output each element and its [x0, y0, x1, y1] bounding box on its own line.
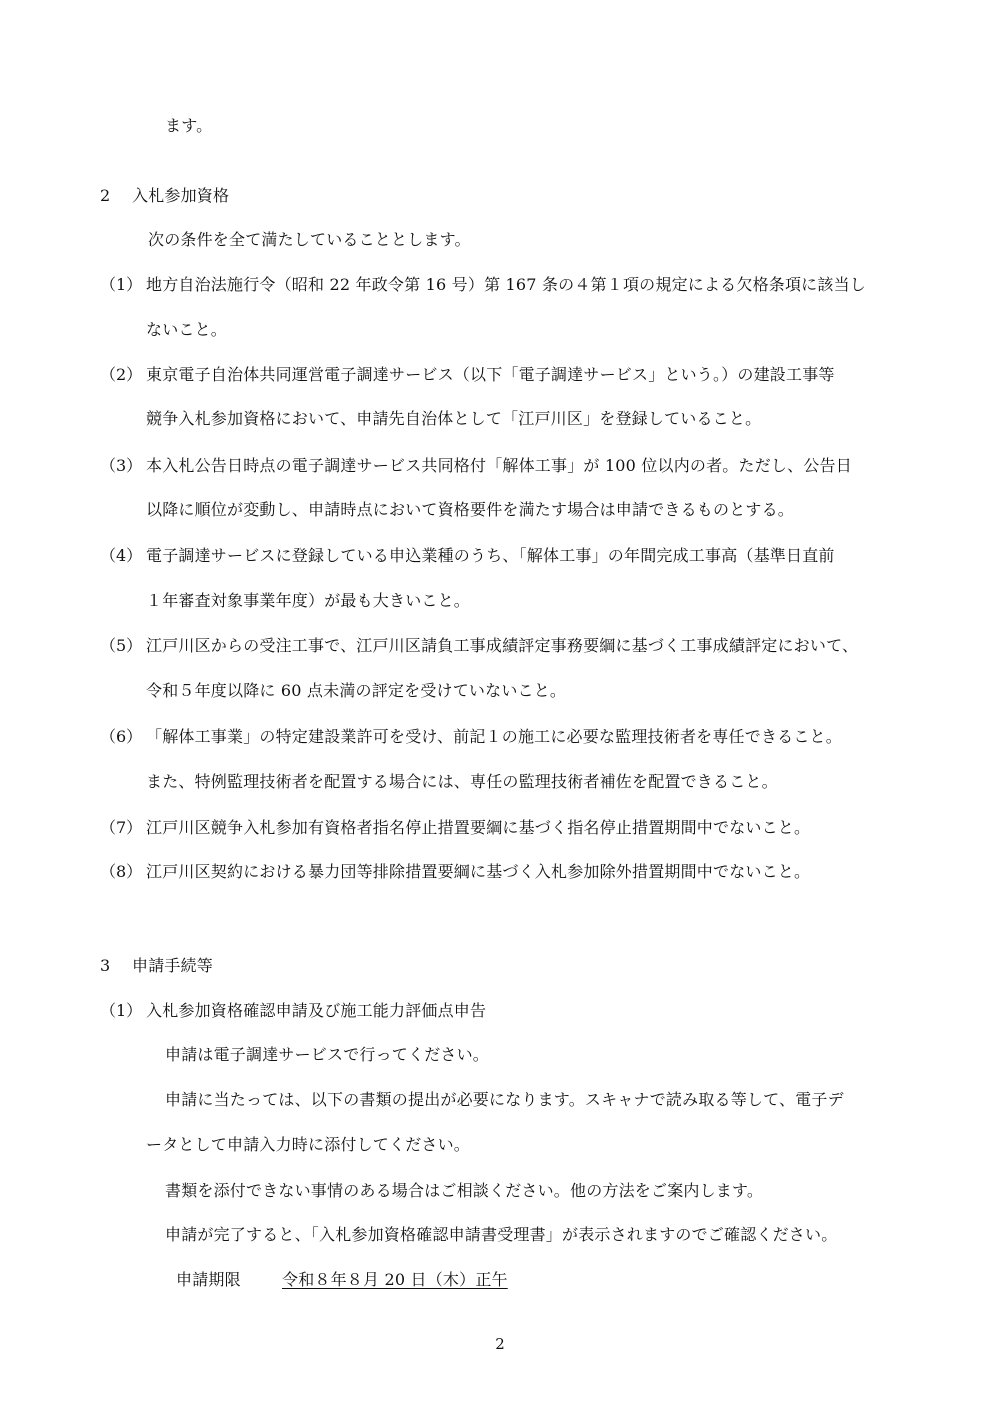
item-marker: （7）: [100, 818, 143, 837]
item-marker: （2）: [100, 365, 143, 384]
intro-continuation: ます。: [165, 116, 213, 135]
item-marker: （6）: [100, 727, 143, 746]
item-marker: （1）: [100, 275, 143, 294]
item-text-line: 東京電子自治体共同運営電子調達サービス（以下「電子調達サービス」という。）の建設工事等: [146, 365, 835, 384]
section-3-title: 申請手続等: [132, 956, 214, 975]
item-text-line: ないこと。: [146, 320, 228, 339]
section-2-number: 2: [100, 186, 111, 205]
paragraph: 書類を添付できない事情のある場合はご相談ください。他の方法をご案内します。: [165, 1181, 764, 1200]
item-marker: （5）: [100, 636, 143, 655]
item-marker: （3）: [100, 456, 143, 475]
item-marker: （8）: [100, 862, 143, 881]
subsection-title: 入札参加資格確認申請及び施工能力評価点申告: [146, 1001, 487, 1020]
paragraph: 申請は電子調達サービスで行ってください。: [165, 1045, 490, 1064]
item-text-line: 江戸川区からの受注工事で、江戸川区請負工事成績評定事務要綱に基づく工事成績評定において、: [146, 636, 859, 655]
paragraph: 申請が完了すると、「入札参加資格確認申請書受理書」が表示されますのでご確認ください。: [165, 1225, 838, 1244]
item-text-line: 本入札公告日時点の電子調達サービス共同格付「解体工事」が 100 位以内の者。ただし、公告日: [146, 456, 852, 475]
subsection-marker: （1）: [100, 1001, 143, 1020]
page-number: 2: [495, 1335, 505, 1353]
item-text-line: １年審査対象事業年度）が最も大きいこと。: [146, 591, 471, 610]
item-text-line: 競争入札参加資格において、申請先自治体として「江戸川区」を登録していること。: [146, 409, 762, 428]
item-text-line: 江戸川区競争入札参加有資格者指名停止措置要綱に基づく指名停止措置期間中でないこと。: [146, 818, 811, 837]
item-text-line: また、特例監理技術者を配置する場合には、専任の監理技術者補佐を配置できること。: [146, 772, 778, 791]
deadline-label: 申請期限: [176, 1270, 241, 1289]
item-text-line: 江戸川区契約における暴力団等排除措置要綱に基づく入札参加除外措置期間中でないこと。: [146, 862, 811, 881]
item-text-line: 「解体工事業」の特定建設業許可を受け、前記１の施工に必要な監理技術者を専任できること。: [146, 727, 842, 746]
section-2-title: 入札参加資格: [132, 186, 230, 205]
item-text-line: 電子調達サービスに登録している申込業種のうち、「解体工事」の年間完成工事高（基準日直前: [146, 546, 835, 565]
deadline-value: 令和８年８月 20 日（木）正午: [282, 1270, 508, 1289]
item-marker: （4）: [100, 546, 143, 565]
paragraph: ータとして申請入力時に添付してください。: [146, 1135, 471, 1154]
section-2-lead: 次の条件を全て満たしていることとします。: [148, 230, 471, 249]
item-text-line: 以降に順位が変動し、申請時点において資格要件を満たす場合は申請できるものとする。: [146, 500, 795, 519]
section-3-number: 3: [100, 956, 111, 975]
item-text-line: 地方自治法施行令（昭和 22 年政令第 16 号）第 167 条の４第１項の規定による欠格条項に該当し: [146, 275, 866, 294]
paragraph: 申請に当たっては、以下の書類の提出が必要になります。スキャナで読み取る等して、電子デ: [165, 1090, 844, 1109]
item-text-line: 令和５年度以降に 60 点未満の評定を受けていないこと。: [146, 681, 567, 700]
